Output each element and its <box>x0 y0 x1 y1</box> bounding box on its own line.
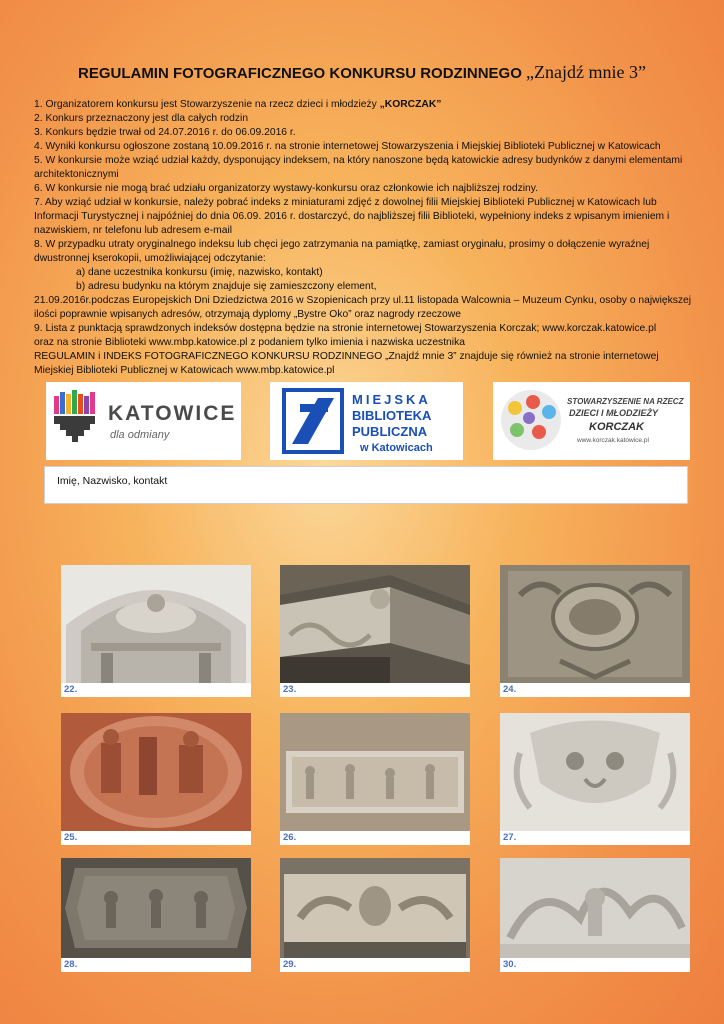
photo-tile <box>280 565 470 697</box>
photo-number: 27. <box>500 831 690 845</box>
photo-image <box>61 565 251 683</box>
katowice-emblem-icon <box>46 382 241 460</box>
rule-8b: b) adresu budynku na którym znajduje się zamieszczony element, <box>76 281 377 292</box>
photo-tile <box>280 858 470 972</box>
photo-image <box>500 713 690 831</box>
photo-tile <box>280 713 470 845</box>
page-title <box>0 62 724 83</box>
rule-1-text: 1. Organizatorem konkursu jest Stowarzyszenie na rzecz dzieci i młodzieży <box>34 99 380 110</box>
rule-10: REGULAMIN i INDEKS FOTOGRAFICZNEGO KONKURSU RODZINNEGO „Znajdź mnie 3” znajduje się również na stronie internetowej Miejskiej Biblioteki Publicznej w Katowicach www.mbp.katowice.pl <box>34 351 659 376</box>
rule-8c: 21.09.2016r.podczas Europejskich Dni Dziedzictwa 2016 w Szopienicach przy ul.11 listopada Walcownia – Muzeum Cynku, osoby o największej ilości poprawnie wpisanych adresów, otrzymają dyplomy „Bystre Oko” oraz nagrody rzeczowe <box>34 295 692 320</box>
katowice-name: KATOWICE <box>108 402 237 425</box>
korczak-line-4: www.korczak.katowice.pl <box>577 437 649 444</box>
mbp-line-3: PUBLICZNA <box>352 424 428 439</box>
rule-5: 5. W konkursie może wziąć udział każdy, dysponujący indeksem, na który nanoszone będą katowickie adresy budynków z danymi elementami architektonicznymi <box>34 155 683 180</box>
mask-ornament-relief-icon <box>500 713 690 831</box>
photo-tile <box>500 713 690 845</box>
sponsor-logos <box>0 382 724 462</box>
photo-number: 24. <box>500 683 690 697</box>
rule-2: 2. Konkurs przeznaczony jest dla całych rodzin <box>34 113 249 124</box>
photo-tile <box>61 858 251 972</box>
rule-8: 8. W przypadku utraty oryginalnego indeksu lub chęci jego zatrzymania na pamiątkę, zamiast oryginału, prosimy o dołączenie wyraźnej dwustronnej kserokopii, umożliwiającej odczytanie: <box>34 239 650 264</box>
title-subtitle: „Znajdź mnie 3” <box>526 62 646 82</box>
korczak-emblem-icon <box>493 382 690 460</box>
mbp-line-4: w Katowicach <box>360 442 433 454</box>
katowice-tagline: dla odmiany <box>110 429 170 441</box>
photo-image <box>280 713 470 831</box>
photo-number: 22. <box>61 683 251 697</box>
rule-9b: oraz na stronie Biblioteki www.mbp.katowice.pl z podaniem tylko imienia i nazwiska uczestnika <box>34 337 465 348</box>
mbp-logo <box>270 382 463 460</box>
photo-number: 28. <box>61 958 251 972</box>
photo-number: 23. <box>280 683 470 697</box>
korczak-line-3: KORCZAK <box>589 421 644 433</box>
rule-8a: a) dane uczestnika konkursu (imię, nazwisko, kontakt) <box>76 267 323 278</box>
contact-label: Imię, Nazwisko, kontakt <box>57 475 168 487</box>
cartouche-relief-icon <box>500 565 690 683</box>
photo-number: 30. <box>500 958 690 972</box>
photo-image <box>500 565 690 683</box>
contact-field[interactable] <box>44 466 688 504</box>
rule-1 <box>34 98 694 112</box>
rule-6: 6. W konkursie nie mogą brać udziału organizatorzy wystawy-konkursu oraz członkowie ich najbliższej rodziny. <box>34 183 538 194</box>
library-emblem-icon <box>270 382 463 460</box>
rule-4: 4. Wyniki konkursu ogłoszone zostaną 10.09.2016 r. na stronie internetowej Stowarzyszenia i Miejskiej Biblioteki Publicznej w Katowicach <box>34 141 661 152</box>
photo-number: 26. <box>280 831 470 845</box>
mbp-line-2: BIBLIOTEKA <box>352 408 432 423</box>
griffins-relief-icon <box>280 858 470 958</box>
corner-cornice-relief-icon <box>280 565 470 683</box>
facade-arch-relief-icon <box>61 565 251 683</box>
photo-tile <box>500 565 690 697</box>
rule-9: 9. Lista z punktacją sprawdzonych indeksów dostępna będzie na stronie internetowej Stowarzyszenia Korczak; www.korczak.katowice.pl <box>34 323 657 334</box>
korczak-line-1: STOWARZYSZENIE NA RZECZ <box>567 397 684 406</box>
rules-text <box>34 98 694 378</box>
photo-tile <box>500 858 690 972</box>
korczak-logo <box>493 382 690 460</box>
photo-number: 29. <box>280 958 470 972</box>
photo-number: 25. <box>61 831 251 845</box>
foliage-figure-relief-icon <box>500 858 690 958</box>
photo-tile <box>61 565 251 697</box>
rule-3: 3. Konkurs będzie trwał od 24.07.2016 r. do 06.09.2016 r. <box>34 127 296 138</box>
photo-image <box>280 565 470 683</box>
photo-tile <box>61 713 251 845</box>
rule-7: 7. Aby wziąć udział w konkursie, należy pobrać indeks z miniaturami zdjęć z dowolnej filii Miejskiej Biblioteki Publicznej w Katowicach lub Informacji Turystycznej i najpóźniej do dnia 06.09. 2016 r. dostarczyć, do najbliższej filii Biblioteki, wypełniony indeks z wpisanym imieniem i nazwiskiem, nr telefonu lub adresem e-mail <box>34 197 670 236</box>
frieze-figures-relief-icon <box>280 713 470 831</box>
mbp-line-1: MIEJSKA <box>352 392 431 407</box>
round-relief-workers-icon <box>61 713 251 831</box>
children-frieze-relief-icon <box>61 858 251 958</box>
korczak-line-2: DZIECI I MŁODZIEŻY <box>569 408 658 418</box>
rule-1-org: „KORCZAK” <box>379 99 442 110</box>
photo-image <box>61 713 251 831</box>
title-main: REGULAMIN FOTOGRAFICZNEGO KONKURSU RODZINNEGO <box>77 65 527 82</box>
katowice-logo <box>46 382 241 460</box>
